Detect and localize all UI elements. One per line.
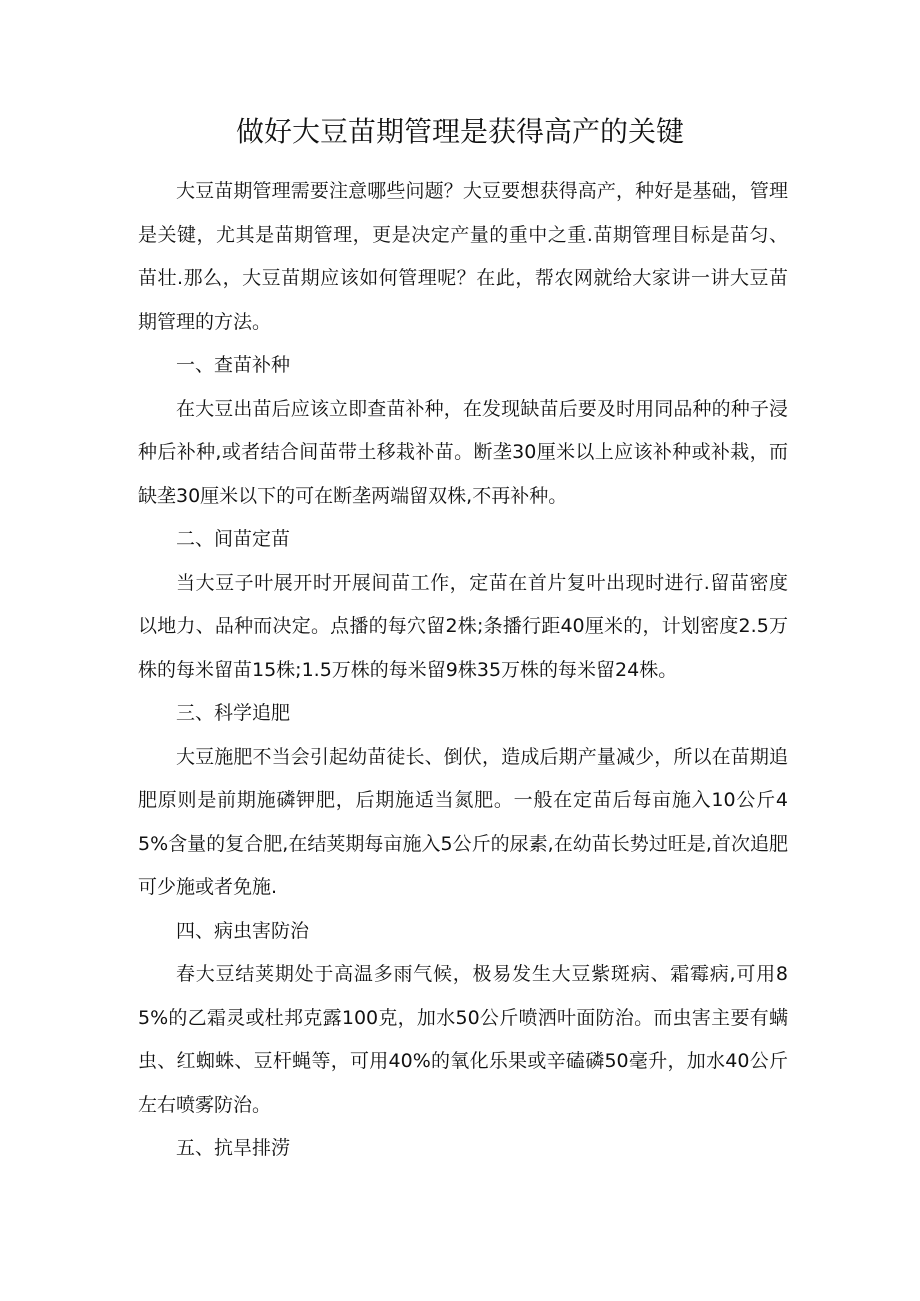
section-paragraph-1: 在大豆出苗后应该立即查苗补种，在发现缺苗后要及时用同品种的种子浸种后补种,或者结合间苗带土移栽补苗。断垄30厘米以上应该补种或补栽，而缺垄30厘米以下的可在断垄两端留双株,不再补种。 <box>138 397 788 507</box>
section-heading-2: 二、间苗定苗 <box>176 528 291 550</box>
intro-paragraph: 大豆苗期管理需要注意哪些问题？大豆要想获得高产，种好是基础，管理是关键，尤其是苗期管理，更是决定产量的重中之重.苗期管理目标是苗匀、苗壮.那么，大豆苗期应该如何管理呢？在此，帮农网就给大家讲一讲大豆苗期管理的方法。 <box>138 180 788 333</box>
section-heading-3: 三、科学追肥 <box>176 702 291 724</box>
section-heading-1: 一、查苗补种 <box>176 354 291 376</box>
section-heading-4: 四、病虫害防治 <box>176 919 310 942</box>
page-title: 做好大豆苗期管理是获得高产的关键 <box>235 115 684 148</box>
section-heading-5: 五、抗旱排涝 <box>176 1137 291 1159</box>
section-paragraph-3: 大豆施肥不当会引起幼苗徒长、倒伏，造成后期产量减少，所以在苗期追肥原则是前期施磷钾肥，后期施适当氮肥。一般在定苗后每亩施入10公斤45%含量的复合肥,在结荚期每亩施入5公斤的尿素,在幼苗长势过旺是,首次追肥可少施或者免施. <box>138 745 788 898</box>
section-paragraph-2: 当大豆子叶展开时开展间苗工作，定苗在首片复叶出现时进行.留苗密度以地力、品种而决定。点播的每穴留2株;条播行距40厘米的，计划密度2.5万株的每米留苗15株;1.5万株的每米留9株35万株的每米留24株。 <box>138 571 788 681</box>
document-body <box>138 170 788 1171</box>
section-paragraph-4: 春大豆结荚期处于高温多雨气候，极易发生大豆紫斑病、霜霉病,可用85%的乙霜灵或杜邦克露100克，加水50公斤喷洒叶面防治。而虫害主要有螨虫、红蜘蛛、豆杆蝇等，可用40%的氧化乐果或辛磕磷50毫升，加水40公斤左右喷雾防治。 <box>138 963 788 1116</box>
